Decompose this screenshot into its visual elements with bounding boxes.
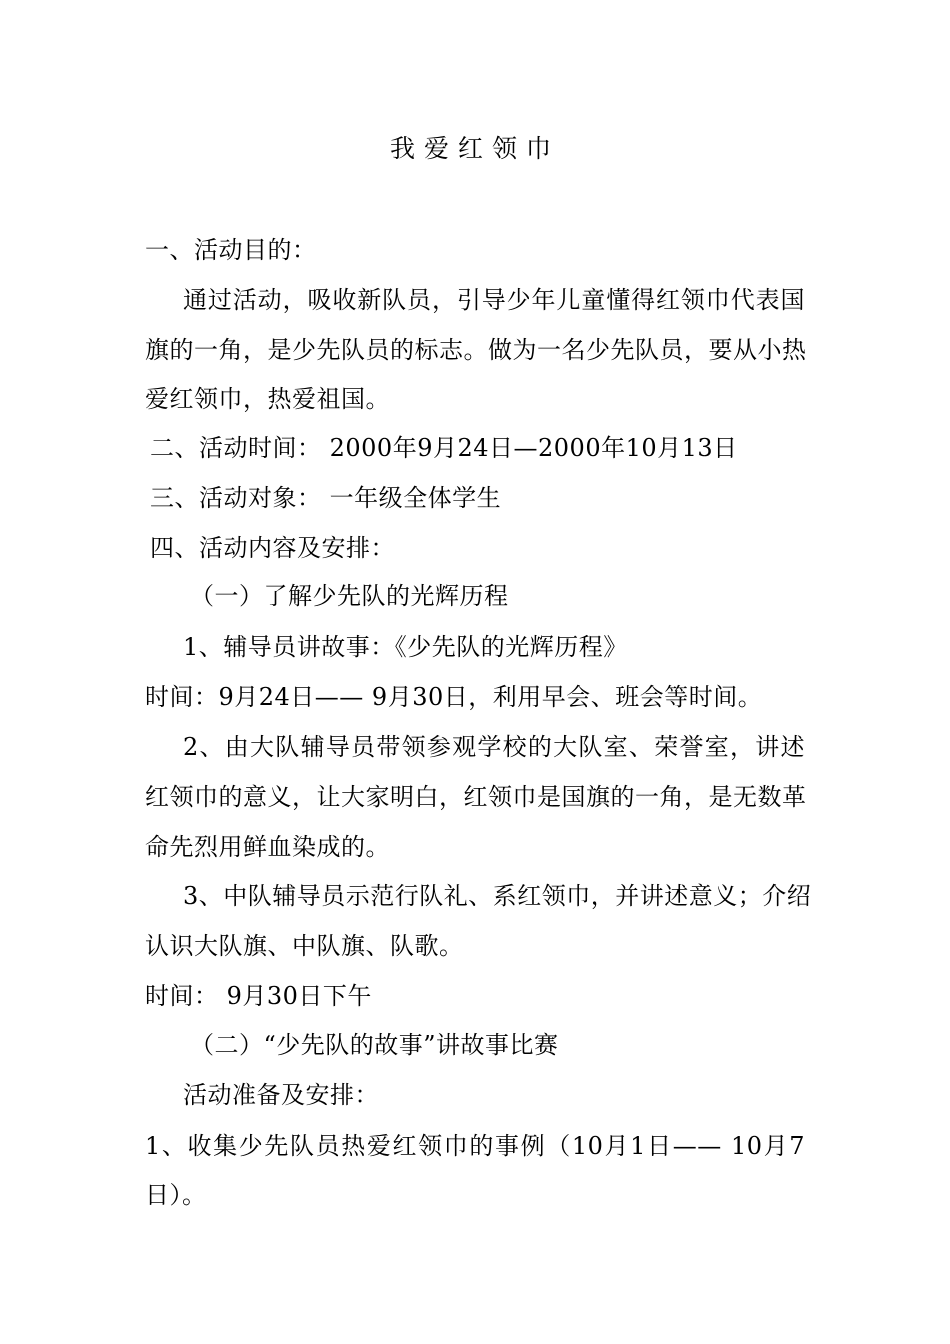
list-item: 3、中队辅导员示范行队礼、系红领巾，并讲述意义；介绍: [183, 882, 812, 910]
list-item: 1、辅导员讲故事：《少先队的光辉历程》: [183, 633, 628, 661]
paragraph-line: 命先烈用鲜血染成的。: [145, 833, 390, 861]
list-item: 2、由大队辅导员带领参观学校的大队室、荣誉室，讲述: [183, 733, 805, 761]
paragraph-line: 通过活动，吸收新队员，引导少年儿童懂得红领巾代表国: [183, 286, 805, 314]
paragraph-line: 活动准备及安排：: [183, 1081, 379, 1109]
paragraph-line: 爱红领巾，热爱祖国。: [145, 385, 390, 413]
section-heading-content: 四、活动内容及安排：: [150, 534, 395, 562]
list-item: 1、收集少先队员热爱红领巾的事例（10月1日—— 10月7: [145, 1132, 805, 1160]
document-title: 我爱红领巾: [389, 134, 560, 163]
paragraph-line: 日）。: [145, 1181, 207, 1209]
paragraph-line: 认识大队旗、中队旗、队歌。: [145, 932, 464, 960]
section-heading-time: 二、活动时间： 2000年9月24日—2000年10月13日: [150, 434, 738, 462]
paragraph-line: 旗的一角，是少先队员的标志。做为一名少先队员，要从小热: [145, 336, 807, 364]
paragraph-line: 红领巾的意义，让大家明白，红领巾是国旗的一角，是无数革: [145, 783, 807, 811]
subsection-heading-2: （二）“少先队的故事”讲故事比赛: [190, 1031, 559, 1059]
time-note: 时间：9月24日—— 9月30日，利用早会、班会等时间。: [145, 683, 763, 711]
subsection-heading-1: （一）了解少先队的光辉历程: [190, 582, 509, 610]
section-heading-purpose: 一、活动目的：: [145, 236, 317, 264]
section-heading-audience: 三、活动对象： 一年级全体学生: [150, 484, 502, 512]
time-note: 时间： 9月30日下午: [145, 982, 372, 1010]
